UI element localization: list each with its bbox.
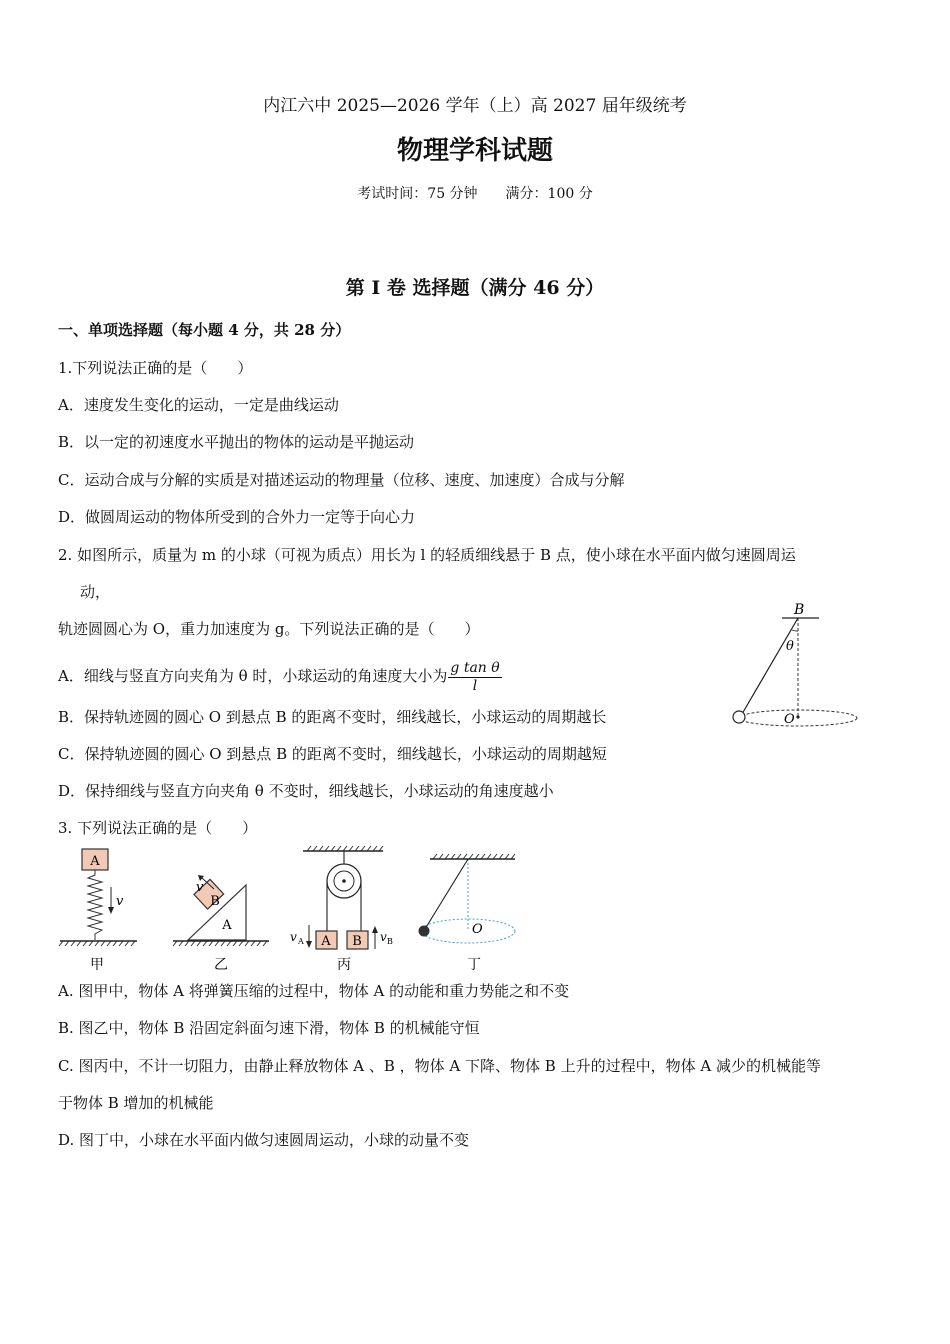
bing-block-a: A xyxy=(321,934,331,949)
part1-title: 第 Ⅰ 卷 选择题（满分 46 分） xyxy=(345,277,605,299)
bing-block-b: B xyxy=(352,934,362,949)
school-line: 内江六中 2025—2026 学年（上）高 2027 届年级统考 xyxy=(263,96,687,116)
q3-option-c-line1: C. 图丙中，不计一切阻力，由静止释放物体 A 、B ，物体 A 下降、物体 B 上升的过程中，物体 A 减少的机械能等 xyxy=(58,1057,821,1075)
yi-velocity: v xyxy=(196,880,204,895)
bing-vb: v xyxy=(380,930,387,944)
figure-jia xyxy=(59,849,137,973)
fraction-denominator: l xyxy=(472,677,478,694)
q1-option-d: D．做圆周运动的物体所受到的合外力一定等于向心力 xyxy=(58,508,416,526)
omega-fraction xyxy=(448,660,501,695)
q2-option-b: B．保持轨迹圆的圆心 O 到悬点 B 的距离不变时，细线越长，小球运动的周期越长 xyxy=(58,708,607,726)
yi-incline-label: A xyxy=(222,918,232,933)
q2-option-a-text: A．细线与竖直方向夹角为 θ 时，小球运动的角速度大小为 xyxy=(58,667,448,685)
jia-velocity: v xyxy=(116,894,124,909)
bing-va: v xyxy=(290,930,297,944)
label-o: O xyxy=(784,712,795,727)
q1-option-c: C．运动合成与分解的实质是对描述运动的物理量（位移、速度、加速度）合成与分解 xyxy=(58,471,625,489)
jia-block-label: A xyxy=(90,854,100,869)
fraction-numerator: g tan θ xyxy=(450,659,500,676)
q2-option-c: C．保持轨迹圆的圆心 O 到悬点 B 的距离不变时，细线越长，小球运动的周期越短 xyxy=(58,745,607,763)
bing-va-sub: A xyxy=(298,937,304,946)
q1-option-a: A．速度发生变化的运动，一定是曲线运动 xyxy=(58,396,339,414)
yi-caption: 乙 xyxy=(214,957,228,973)
bing-vb-sub: B xyxy=(387,937,393,946)
q2-pendulum-figure xyxy=(728,600,863,730)
q3-stem: 3. 下列说法正确的是（ ） xyxy=(58,819,258,837)
jia-caption: 甲 xyxy=(90,957,104,973)
ding-center-label: O xyxy=(472,922,483,937)
bing-caption: 丙 xyxy=(337,957,351,973)
figure-yi xyxy=(173,875,269,973)
label-b: B xyxy=(794,602,805,618)
figure-bing xyxy=(290,846,393,973)
q2-option-a xyxy=(58,658,502,695)
q3-option-b: B. 图乙中，物体 B 沿固定斜面匀速下滑，物体 B 的机械能守恒 xyxy=(58,1019,480,1037)
figure-ding xyxy=(419,854,516,973)
q2-stem-line1: 2. 如图所示，质量为 m 的小球（可视为质点）用长为 l 的轻质细线悬于 B 点，使小球在水平面内做匀速圆周运 xyxy=(58,546,796,564)
q3-option-d: D. 图丁中，小球在水平面内做匀速圆周运动，小球的动量不变 xyxy=(58,1131,470,1149)
section-title: 一、单项选择题（每小题 4 分，共 28 分） xyxy=(58,321,351,339)
q1-stem: 1.下列说法正确的是（ ） xyxy=(58,359,253,377)
yi-block-label: B xyxy=(210,894,220,909)
q3-option-a: A. 图甲中，物体 A 将弹簧压缩的过程中，物体 A 的动能和重力势能之和不变 xyxy=(58,982,570,1000)
q2-option-d: D．保持细线与竖直方向夹角 θ 不变时，细线越长，小球运动的角速度越小 xyxy=(58,782,554,800)
q1-option-b: B．以一定的初速度水平抛出的物体的运动是平抛运动 xyxy=(58,433,415,451)
exam-title: 物理学科试题 xyxy=(396,136,553,166)
q2-stem-line2: 动， xyxy=(80,583,111,601)
label-theta: θ xyxy=(786,639,794,654)
exam-info: 考试时间：75 分钟 满分：100 分 xyxy=(357,186,593,202)
q2-stem-line3: 轨迹圆圆心为 O，重力加速度为 g。下列说法正确的是（ ） xyxy=(58,620,480,638)
ding-caption: 丁 xyxy=(467,957,481,973)
q3-figures xyxy=(55,845,525,975)
q3-option-c-line2: 于物体 B 增加的机械能 xyxy=(58,1094,214,1112)
